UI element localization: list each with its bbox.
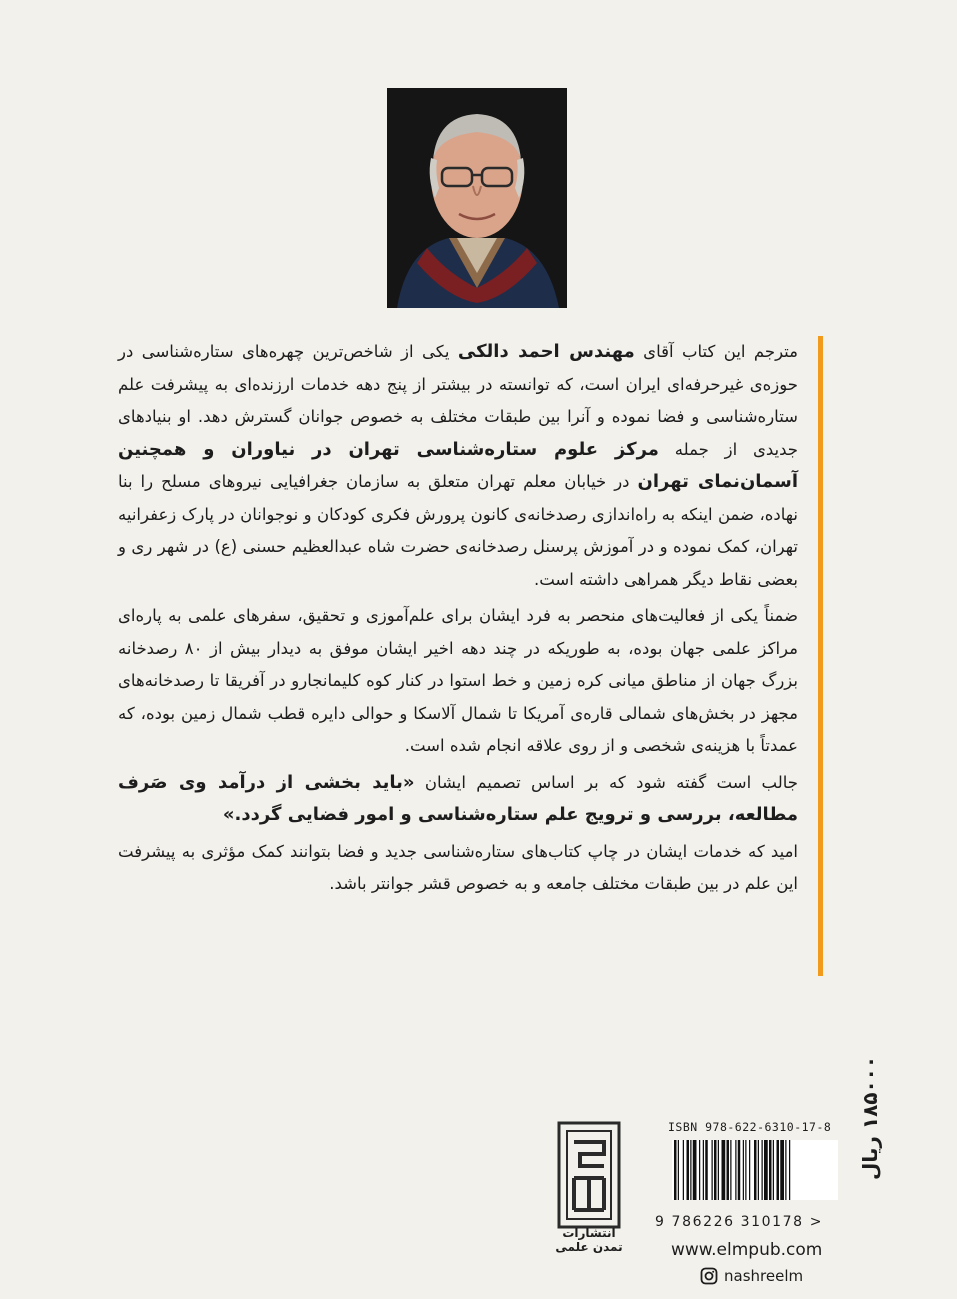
barcode-bar: [769, 1140, 772, 1200]
author-photo: [387, 88, 567, 308]
barcode-bar: [773, 1140, 774, 1200]
barcode-bar: [758, 1140, 759, 1200]
barcode-bar: [730, 1140, 731, 1200]
barcode-bar: [674, 1140, 677, 1200]
bio-section: [118, 336, 823, 976]
bio-p1-intro: مترجم این کتاب آقای: [634, 342, 798, 361]
publisher-logo: [556, 1120, 622, 1230]
isbn-label: ISBN 978-622-6310-17-8: [668, 1120, 832, 1134]
barcode-bars: [672, 1140, 838, 1200]
barcode-bar: [785, 1140, 786, 1200]
author-portrait-illustration: [387, 88, 567, 308]
barcode-bar: [764, 1140, 768, 1200]
bio-paragraph-4: امید که خدمات ایشان در چاپ کتاب‌های ستاره‌شناسی جدید و فضا بتوانند کمک مؤثری به پیشرفت این علم در بین طبقات مختلف جامعه و به خصوص قشر جوانتر باشد.: [118, 841, 798, 893]
publisher-name: [548, 1226, 630, 1254]
bio-paragraph-3: [118, 767, 798, 832]
barcode-bar: [712, 1140, 713, 1200]
barcode-bar: [743, 1140, 744, 1200]
bio-p1-rest: در خیابان معلم تهران متعلق به سازمان جغرافیایی نیروهای مسلح را بنا نهاده، ضمن اینکه به راه‌اندازی رصدخانه‌ی کانون پرورش فکری کودکان و نوجوانان در پارک زعفرانیه تهران، کمک نموده و در آموزش پرسنل رصدخانه‌ی حضرت شاه عبدالعظیم حسنی (ع) در شهر ری و بعضی نقاط دیگر همراهی داشته است.: [118, 472, 798, 589]
barcode-bar: [690, 1140, 691, 1200]
bio-paragraph-1: [118, 336, 798, 596]
foundations-highlight: مرکز علوم ستاره‌شناسی تهران در نیاوران و همچنین آسمان‌نمای تهران: [118, 438, 798, 492]
website-link: www.elmpub.com: [671, 1240, 823, 1260]
bio-text: [118, 336, 798, 905]
instagram-handle: [700, 1266, 803, 1286]
barcode-bar: [687, 1140, 690, 1200]
barcode-bar: [749, 1140, 750, 1200]
barcode-bar: [683, 1140, 684, 1200]
barcode-bar: [735, 1140, 736, 1200]
instagram-icon: [700, 1267, 718, 1285]
barcode-bar: [705, 1140, 708, 1200]
publisher-logo-icon: [556, 1120, 622, 1230]
barcode-bar: [789, 1140, 790, 1200]
price-label: ۱۸۵۰۰۰ ریال: [858, 1055, 882, 1180]
barcode-bar: [699, 1140, 700, 1200]
barcode-bar: [762, 1140, 763, 1200]
barcode-bar: [738, 1140, 741, 1200]
bio-paragraph-2: ضمناً یکی از فعالیت‌های منحصر به فرد ایشان برای علم‌آموزی و تحقیق، سفرهای علمی به پاره‌ای مراکز علمی جهان بوده، به طوریکه در چند دهه اخیر ایشان موفق به دیدار بیش از ۸۰ رصدخانه بزرگ جهان از مناطق میانی کره زمین و خط استوا در کنار کوه کلیمانجارو در آفریقا تا رصدخانه‌های مجهز در بخش‌های شمالی قاره‌ی آمریکا تا شمال آلاسکا و حوالی دایره قطب شمال زمین بوده، که عمدتاً با هزینه‌ی شخصی و از روی علاقه انجام شده است.: [118, 606, 798, 755]
translator-name: مهندس احمد دالکی: [457, 341, 635, 362]
bio-p1-body: یکی از شاخص‌ترین چهره‌های ستاره‌شناسی در حوزه‌ی غیرحرفه‌ای ایران است، که توانسته در بیشتر از پنج دهه خدمات ارزنده‌ای به پیشرفت علم ستاره‌شناسی و فضا نموده و آنرا بین طبقات مختلف به خصوص جوانان گسترش دهد. او بنیادهای جدیدی از جمله: [118, 342, 798, 459]
barcode-bar: [780, 1140, 784, 1200]
barcode-bar: [745, 1140, 746, 1200]
publisher-name-line1: انتشارات: [562, 1226, 616, 1240]
barcode-bar: [777, 1140, 780, 1200]
barcode-bar: [754, 1140, 757, 1200]
barcode: [672, 1140, 838, 1200]
bio-quote: «باید بخشی از درآمد وی صَرف مطالعه، بررسی و ترویج علم ستاره‌شناسی و امور فضایی گردد.»: [118, 771, 798, 825]
barcode-bar: [678, 1140, 679, 1200]
instagram-username: nashreelm: [724, 1267, 804, 1285]
bio-p3-intro: جالب است گفته شود که بر اساس تصمیم ایشان: [414, 772, 798, 792]
barcode-bar: [727, 1140, 730, 1200]
barcode-digits: 9 786226 310178 >: [655, 1214, 824, 1230]
barcode-bar: [714, 1140, 717, 1200]
publisher-name-line2: تمدن علمی: [555, 1240, 623, 1254]
barcode-bar: [693, 1140, 697, 1200]
barcode-bar: [703, 1140, 704, 1200]
barcode-bar: [718, 1140, 719, 1200]
barcode-bar: [722, 1140, 726, 1200]
